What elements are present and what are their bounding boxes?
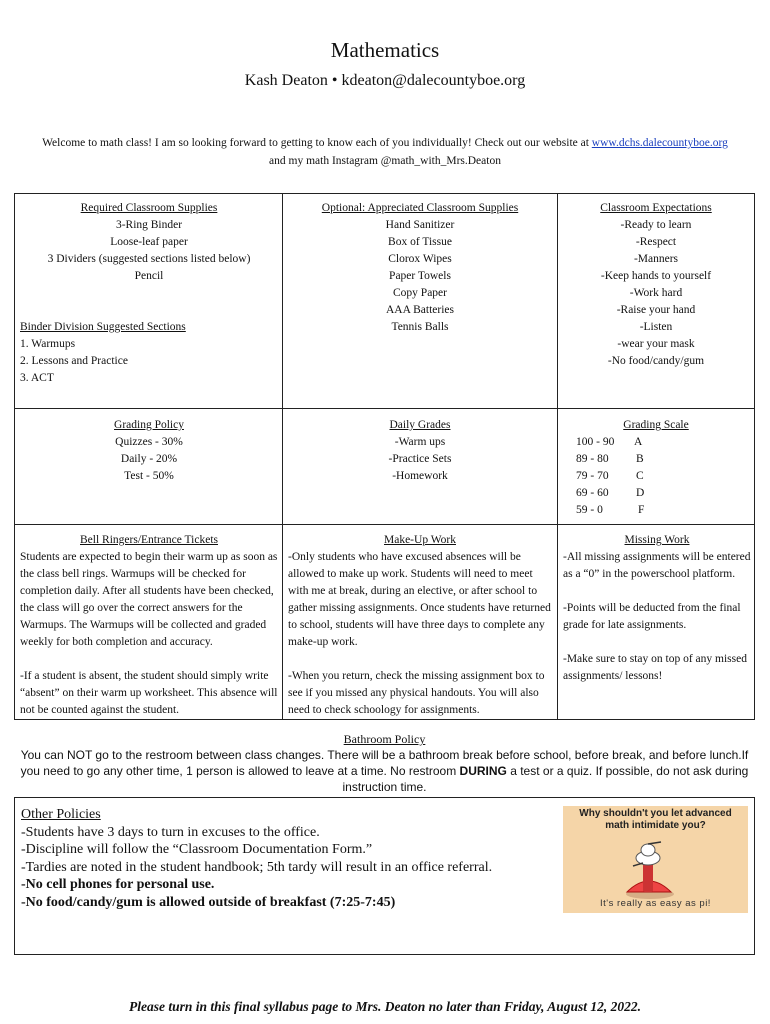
list-item: Paper Towels xyxy=(389,270,451,282)
list-item: Loose-leaf paper xyxy=(110,236,188,248)
daily-grades-cell xyxy=(286,417,554,485)
list-item: Clorox Wipes xyxy=(388,253,452,265)
list-item: Quizzes - 30% xyxy=(115,436,183,448)
bathroom-policy xyxy=(14,731,755,795)
list-item: -Manners xyxy=(633,253,679,265)
list-item: -Ready to learn xyxy=(620,219,692,231)
bathroom-text: You can NOT go to the restroom between class changes. There will be a bathroom break before school, before break, and before lunch.If you need to go any other time, 1 person is allowed to leave at a time. No restroom xyxy=(20,748,749,778)
bathroom-policy-heading: Bathroom Policy xyxy=(343,732,426,746)
list-item: -Raise your hand xyxy=(616,304,696,316)
list-item: 3-Ring Binder xyxy=(115,219,183,231)
list-item: -Homework xyxy=(392,470,448,482)
row-divider xyxy=(14,408,755,409)
list-item: 1. Warmups xyxy=(20,338,76,350)
grading-policy-cell xyxy=(20,417,278,485)
paragraph: -If a student is absent, the student should simply write “absent” on their warm up worksheet. This absence will not be counted against the student. xyxy=(20,670,278,716)
bathroom-text-bold: DURING xyxy=(459,764,507,778)
grading-scale-row: 79 - 70 C xyxy=(576,470,644,482)
list-item: -Work hard xyxy=(629,287,683,299)
list-item: -Tardies are noted in the student handbook; 5th tardy will result in an office referral. xyxy=(21,859,493,875)
optional-supplies-heading: Optional: Appreciated Classroom Supplies xyxy=(321,202,519,214)
grading-scale-row: 69 - 60 D xyxy=(576,487,645,499)
expectations-heading: Classroom Expectations xyxy=(600,202,712,214)
list-item: 3 Dividers (suggested sections listed below) xyxy=(47,253,251,265)
list-item: -Warm ups xyxy=(394,436,446,448)
paragraph: -Make sure to stay on top of any missed assignments/ lessons! xyxy=(563,653,747,682)
list-item: Hand Sanitizer xyxy=(385,219,455,231)
column-divider xyxy=(557,193,558,720)
makeup-work-cell xyxy=(288,532,552,719)
footer-note: Please turn in this final syllabus page to Mrs. Deaton no later than Friday, August 12, 2022. xyxy=(128,999,642,1014)
list-item: -Practice Sets xyxy=(388,453,452,465)
math-pie-graphic xyxy=(563,806,748,913)
list-item: Box of Tissue xyxy=(388,236,452,248)
graphic-caption-bottom: It's really as easy as pi! xyxy=(600,898,711,909)
list-item: -No food/candy/gum xyxy=(607,355,705,367)
grading-scale-cell xyxy=(561,417,751,519)
list-item: -No food/candy/gum is allowed outside of breakfast (7:25-7:45) xyxy=(21,894,396,910)
list-item: 2. Lessons and Practice xyxy=(20,355,128,367)
welcome-message xyxy=(20,134,750,170)
bell-ringers-cell xyxy=(20,532,278,719)
graphic-caption-top: Why shouldn't you let advanced math intimidate you? xyxy=(579,808,732,831)
pie-character-illustration xyxy=(563,806,748,913)
binder-sections-heading: Binder Division Suggested Sections xyxy=(20,321,186,333)
teacher-contact: Kash Deaton • kdeaton@dalecountyboe.org xyxy=(244,72,526,89)
required-supplies-heading: Required Classroom Supplies xyxy=(80,202,218,214)
missing-work-heading: Missing Work xyxy=(624,534,690,546)
paragraph: -Points will be deducted from the final grade for late assignments. xyxy=(563,602,741,631)
bathroom-text: a test or a quiz. If possible, do not ask during instruction time. xyxy=(342,764,749,794)
bell-ringers-heading: Bell Ringers/Entrance Tickets xyxy=(80,534,218,546)
other-policies xyxy=(21,806,561,911)
daily-grades-heading: Daily Grades xyxy=(389,419,451,431)
paragraph: -Only students who have excused absences will be allowed to make up work. Students will need to meet with me at break, during an elective, or after school to gather missing assignments. Once students have returned to school, students will have three days to complete any make-up work. xyxy=(288,551,551,648)
page-title: Mathematics xyxy=(330,38,440,62)
list-item: -Discipline will follow the “Classroom Documentation Form.” xyxy=(21,842,373,857)
grading-policy-heading: Grading Policy xyxy=(114,419,184,431)
list-item: -No cell phones for personal use. xyxy=(21,877,215,892)
list-item: -Respect xyxy=(635,236,677,248)
list-item: Test - 50% xyxy=(124,470,174,482)
column-divider xyxy=(282,193,283,720)
grading-scale-row: 100 - 90 A xyxy=(576,436,643,448)
paragraph: Students are expected to begin their warm up as soon as the class bell rings. Warmups will be checked for completion daily. After all students have been checked, the class will go over the correct answers for the Warmups. The Warmups will be collected and graded weekly for both completion and accuracy. xyxy=(20,551,278,648)
paragraph: -When you return, check the missing assignment box to see if you missed any physical handouts. You will also need to check schoology for assignments. xyxy=(288,670,545,716)
website-link[interactable]: www.dchs.dalecountyboe.org xyxy=(591,137,728,149)
grading-scale-row: 59 - 0 F xyxy=(576,504,645,516)
list-item: AAA Batteries xyxy=(385,304,455,316)
list-item: 3. ACT xyxy=(20,372,54,384)
required-supplies-cell xyxy=(20,200,278,387)
welcome-instagram: and my math Instagram @math_with_Mrs.Deaton xyxy=(269,155,501,167)
makeup-work-heading: Make-Up Work xyxy=(384,534,456,546)
grading-scale-row: 89 - 80 B xyxy=(576,453,644,465)
list-item: -wear your mask xyxy=(617,338,695,350)
list-item: Pencil xyxy=(134,270,164,282)
other-policies-heading: Other Policies xyxy=(21,807,101,822)
row-divider xyxy=(14,524,755,525)
paragraph: -All missing assignments will be entered as a “0” in the powerschool platform. xyxy=(563,551,751,580)
optional-supplies-cell xyxy=(286,200,554,336)
welcome-text: Welcome to math class! I am so looking forward to getting to know each of you individually! Check out our website at xyxy=(42,137,589,149)
grading-scale-heading: Grading Scale xyxy=(623,419,689,431)
list-item: -Keep hands to yourself xyxy=(600,270,712,282)
missing-work-cell xyxy=(563,532,751,685)
list-item: -Students have 3 days to turn in excuses to the office. xyxy=(21,824,320,840)
list-item: -Listen xyxy=(639,321,673,333)
expectations-cell xyxy=(561,200,751,370)
list-item: Daily - 20% xyxy=(120,453,178,465)
list-item: Tennis Balls xyxy=(391,321,449,333)
list-item: Copy Paper xyxy=(393,287,447,299)
